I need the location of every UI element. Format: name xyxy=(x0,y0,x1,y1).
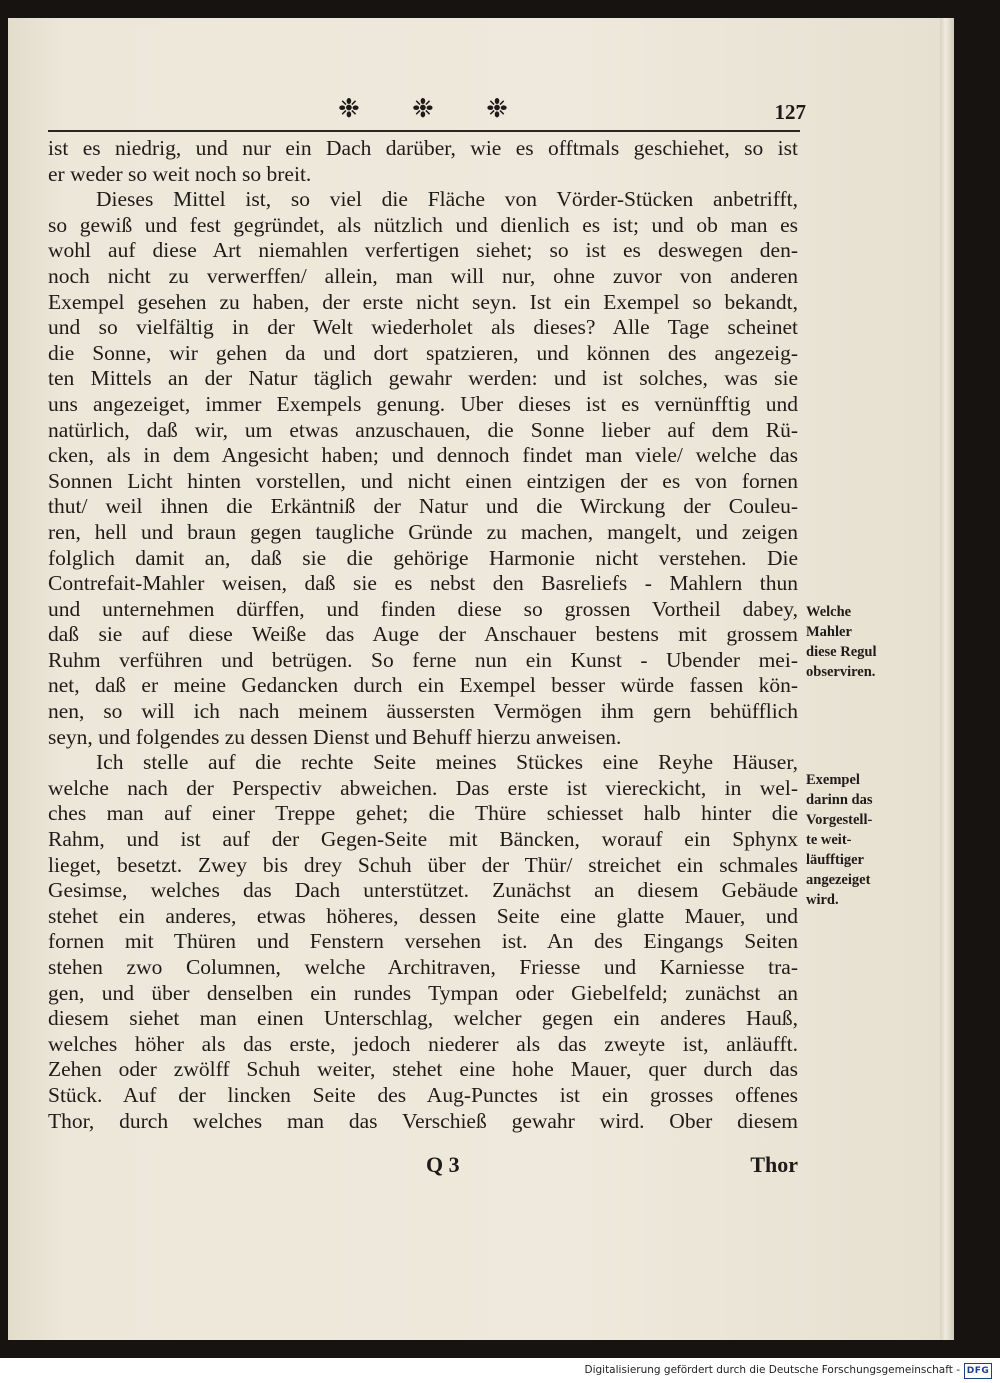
text-line: nen, so will ich nach meinem äussersten Vermögen ihm gern behüfflich xyxy=(48,699,798,724)
text-line: und unternehmen dürffen, und finden diese so grossen Vortheil dabey, xyxy=(48,596,798,621)
text-line: er weder so weit noch so breit. xyxy=(48,161,312,186)
text-line: Thor, durch welches man das Verschieß gewahr wird. Ober diesem xyxy=(48,1108,798,1133)
text-line: ren, hell und braun gegen taugliche Gründe zu machen, mangelt, und zeigen xyxy=(48,519,798,544)
header-rule xyxy=(48,130,800,132)
margin-note-line: diese Regul xyxy=(806,644,877,660)
page-footer xyxy=(48,1152,800,1182)
margin-note-line: wird. xyxy=(806,892,839,908)
page-number: 127 xyxy=(774,100,806,124)
text-line: fornen mit Thüren und Fenstern versehen ist. An des Eingangs Seiten xyxy=(48,929,798,954)
text-line: Rahm, und ist auf der Gegen-Seite mit Bäncken, worauf ein Sphynx xyxy=(48,827,798,852)
margin-note-example xyxy=(806,770,906,910)
text-line: welches höher als das erste, jedoch niederer als das zweyte ist, anläufft. xyxy=(48,1031,798,1056)
credit-text: Digitalisierung gefördert durch die Deutsche Forschungsgemeinschaft - xyxy=(584,1364,960,1376)
text-line: Sonnen Licht hinten vorstellen, und nicht einen eintzigen der es von fornen xyxy=(48,468,798,493)
text-line: Dieses Mittel ist, so viel die Fläche von Vörder-Stücken anbetrifft, xyxy=(96,187,798,212)
text-line: net, daß er meine Gedancken durch ein Exempel besser würde fassen kön- xyxy=(48,673,798,698)
text-line: Zehen oder zwölff Schuh weiter, stehet eine hohe Mauer, quer durch das xyxy=(48,1057,798,1082)
header-ornament: ❉ ❉ ❉ xyxy=(338,94,530,124)
text-line: und so vielfältig in der Welt wiederholet als dieses? Alle Tage scheinet xyxy=(48,315,798,340)
text-line: Gesimse, welches das Dach unterstützet. Zunächst an diesem Gebäude xyxy=(48,878,798,903)
text-line: natürlich, daß wir, um etwas anzuschauen, die Sonne lieber auf dem Rü- xyxy=(48,417,798,442)
margin-note-line: te weit- xyxy=(806,832,852,848)
text-line: diesem siehet man einen Unterschlag, welcher gegen ein anderes Hauß, xyxy=(48,1006,798,1031)
text-line: uns angezeiget, immer Exempels genung. Uber dieses ist es vernünfftig und xyxy=(48,391,798,416)
page-edge xyxy=(940,18,954,1340)
text-line: ist es niedrig, und nur ein Dach darüber, wie es offtmals geschiehet, so ist xyxy=(48,136,798,160)
dfg-logo: DFG xyxy=(964,1363,992,1379)
margin-note-line: Exempel xyxy=(806,772,860,788)
text-line: Ruhm verführen und betrügen. So ferne nun ein Kunst - Ubender mei- xyxy=(48,647,798,672)
text-line: thut/ weil ihnen die Erkäntniß der Natur und die Wirckung der Couleu- xyxy=(48,494,798,519)
text-line: wohl auf diese Art niemahlen verfertigen siehet; so ist es deswegen den- xyxy=(48,238,798,263)
text-line: seyn, und folgendes zu dessen Dienst und Behuff hierzu anweisen. xyxy=(48,724,622,749)
text-line: Exempel gesehen zu haben, der erste nicht seyn. Ist ein Exempel so bekandt, xyxy=(48,289,798,314)
margin-note-line: Welche xyxy=(806,604,852,620)
margin-note-line: Mahler xyxy=(806,624,852,640)
text-line: gen, und über denselben ein rundes Tympan oder Giebelfeld; zunächst an xyxy=(48,980,798,1005)
body-text xyxy=(48,136,798,1134)
text-line: ches man auf einer Treppe gehet; die Thüre schiesset halb hinter die xyxy=(48,801,798,826)
text-line: ten Mittels an der Natur täglich gewahr werden: und ist solches, was sie xyxy=(48,366,798,391)
text-line: daß sie auf diese Weiße das Auge der Anschauer bestens mit grossem xyxy=(48,622,798,647)
text-line: stehen zwo Columnen, welche Architraven, Friesse und Karniesse tra- xyxy=(48,955,798,979)
text-line: die Sonne, wir gehen da und dort spatzieren, und können des angezeig- xyxy=(48,340,798,365)
margin-note-line: angezeiget xyxy=(806,872,871,888)
catchword: Thor xyxy=(750,1152,798,1177)
margin-note-painters xyxy=(806,602,906,682)
page-header xyxy=(48,92,806,132)
text-line: folglich damit an, daß sie die gehörige Harmonie nicht verstehen. Die xyxy=(48,545,798,570)
text-line: noch nicht zu verwerffen/ allein, man will nur, ohne zuvor von anderen xyxy=(48,263,798,288)
text-line: so gewiß und fest gegründet, als nützlich und dienlich es ist; und ob man es xyxy=(48,212,798,237)
text-line: Contrefait-Mahler weisen, daß sie es nebst den Basreliefs - Mahlern thun xyxy=(48,571,798,596)
text-line: welche nach der Perspectiv abweichen. Das erste ist viereckicht, in wel- xyxy=(48,775,798,800)
text-line: Ich stelle auf die rechte Seite meines Stückes eine Reyhe Häuser, xyxy=(96,750,798,775)
margin-note-line: darinn das xyxy=(806,792,873,808)
margin-note-line: Vorgestell- xyxy=(806,812,873,828)
text-line: cken, als in dem Angesicht haben; und dennoch findet man viele/ welche das xyxy=(48,443,798,468)
text-line: lieget, besetzt. Zwey bis drey Schuh über der Thür/ streichet ein schmales xyxy=(48,852,798,877)
credit-bar xyxy=(0,1358,1000,1383)
text-line: Stück. Auf der lincken Seite des Aug-Punctes ist ein grosses offenes xyxy=(48,1082,798,1107)
text-line: stehet ein anderes, etwas höheres, dessen Seite eine glatte Mauer, und xyxy=(48,903,798,928)
signature-mark: Q 3 xyxy=(426,1152,460,1177)
margin-note-line: läufftiger xyxy=(806,852,864,868)
margin-note-line: observiren. xyxy=(806,664,876,680)
